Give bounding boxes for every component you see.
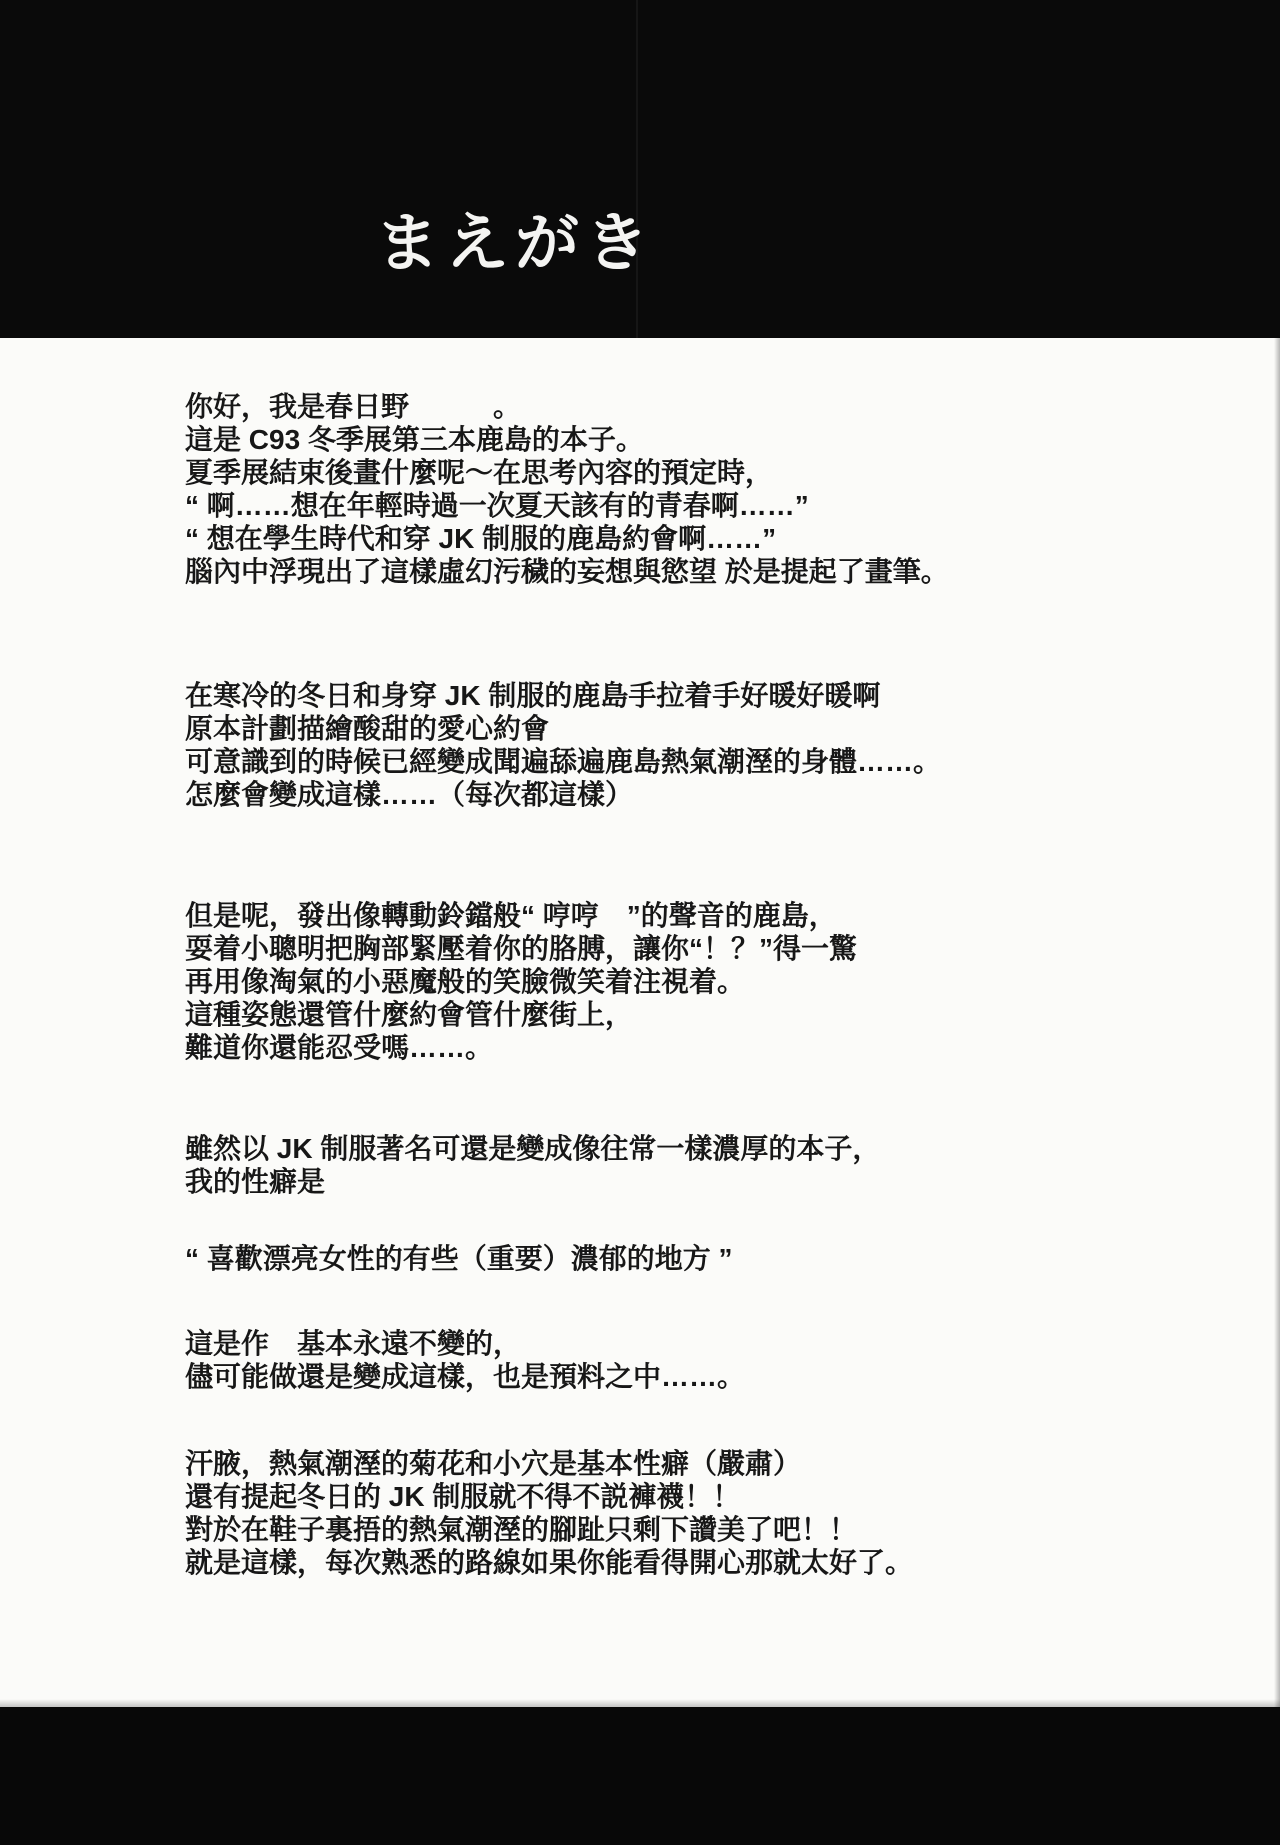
text-line: 在寒冷的冬日和身穿 JK 制服的鹿島手拉着手好暖好暖啊 <box>185 680 881 711</box>
paragraph-6 <box>185 1327 1195 1393</box>
text-line: 耍着小聰明把胸部緊壓着你的胳膊，讓你“！？”得一驚 <box>185 933 858 964</box>
paragraph-5 <box>185 1242 1195 1275</box>
text-line: 這是 C93 冬季展第三本鹿島的本子。 <box>185 424 644 455</box>
text-line: 原本計劃描繪酸甜的愛心約會 <box>185 713 550 744</box>
text-line: 還有提起冬日的 JK 制服就不得不説褲襪！！ <box>185 1481 741 1512</box>
page-title: まえがき <box>375 206 655 279</box>
text-line: 這是作 基本永遠不變的， <box>185 1328 522 1359</box>
paper-bottom-edge-shadow <box>0 1699 1280 1707</box>
paragraph-1 <box>185 390 1195 588</box>
text-line: 但是呢，發出像轉動鈴鐺般“ 哼哼 ”的聲音的鹿島， <box>185 900 837 931</box>
paragraph-7 <box>185 1447 1195 1579</box>
paragraph-2 <box>185 679 1195 811</box>
text-line: 怎麼會變成這樣……（每次都這樣） <box>185 779 634 810</box>
text-line: “ 啊……想在年輕時過一次夏天該有的青春啊……” <box>185 490 809 521</box>
text-line: 你好，我是春日野 。 <box>185 391 522 422</box>
paragraph-3 <box>185 899 1195 1064</box>
text-line: 再用像淘氣的小惡魔般的笑臉微笑着注視着。 <box>185 966 746 997</box>
text-line: “ 想在學生時代和穿 JK 制服的鹿島約會啊……” <box>185 523 777 554</box>
bottom-black-band <box>0 1707 1280 1845</box>
text-line: 這種姿態還管什麼約會管什麼街上， <box>185 999 634 1030</box>
text-line: 可意識到的時候已經變成聞遍舔遍鹿島熱氣潮溼的身體……。 <box>185 746 942 777</box>
text-line: “ 喜歡漂亮女性的有些（重要）濃郁的地方 ” <box>185 1243 733 1274</box>
text-line: 我的性癖是 <box>185 1166 326 1197</box>
text-line: 夏季展結束後畫什麼呢～在思考內容的預定時， <box>185 457 774 488</box>
text-line: 汗腋，熱氣潮溼的菊花和小穴是基本性癖（嚴肅） <box>185 1448 802 1479</box>
text-line: 雖然以 JK 制服著名可還是變成像往常一樣濃厚的本子， <box>185 1133 881 1164</box>
text-line: 對於在鞋子裏捂的熱氣潮溼的腳趾只剩下讚美了吧！！ <box>185 1514 858 1545</box>
text-line: 難道你還能忍受嗎……。 <box>185 1032 494 1063</box>
paragraph-4 <box>185 1132 1195 1198</box>
paper-right-edge-shadow <box>1274 338 1280 1707</box>
text-line: 就是這樣，每次熟悉的路線如果你能看得開心那就太好了。 <box>185 1547 914 1578</box>
text-line: 腦內中浮現出了這樣虛幻污穢的妄想與慾望 於是提起了畫筆。 <box>185 556 949 587</box>
text-line: 儘可能做還是變成這樣，也是預料之中……。 <box>185 1361 746 1392</box>
